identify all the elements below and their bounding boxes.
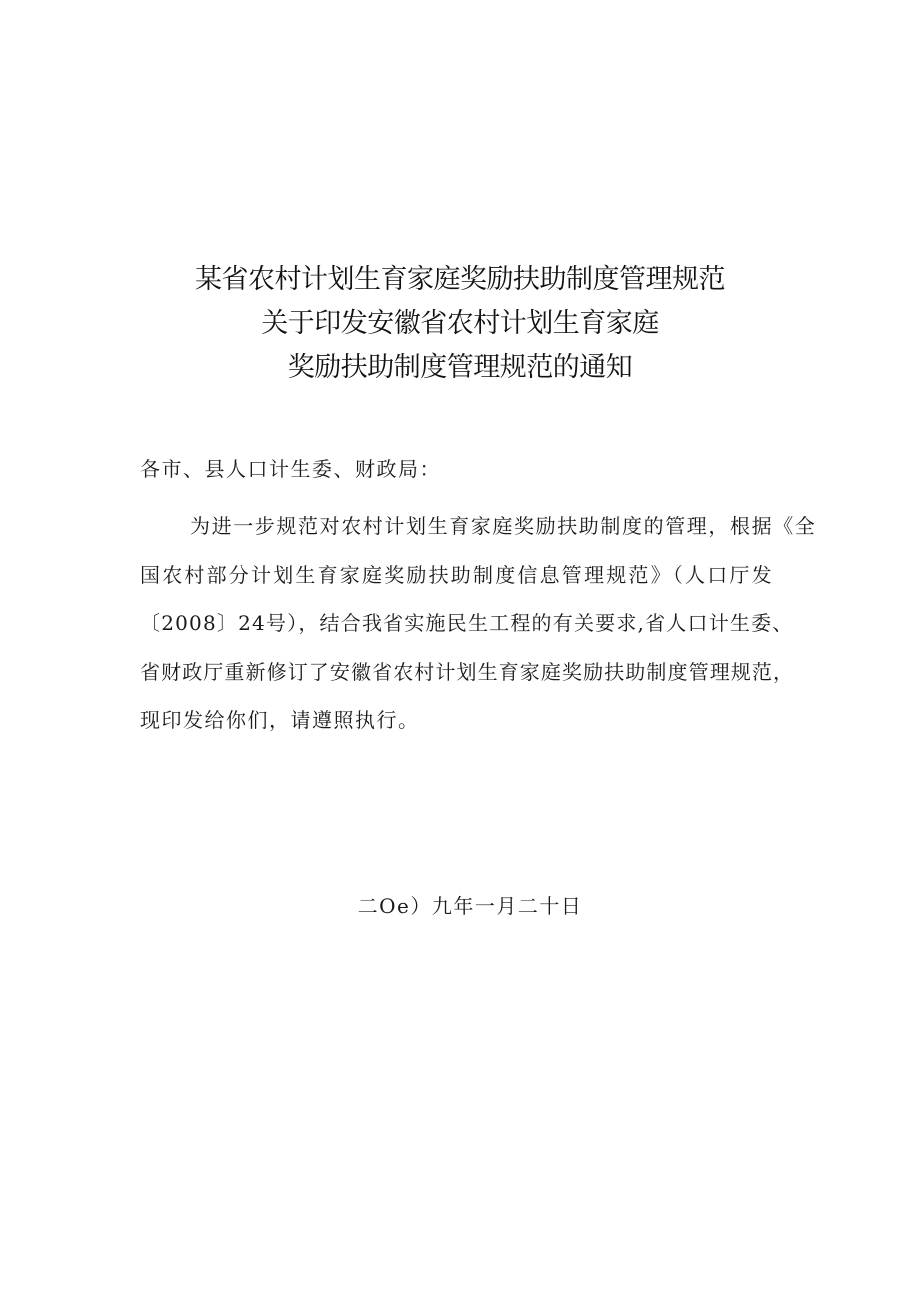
title-line-2: 关于印发安徽省农村计划生育家庭 [261,308,659,339]
salutation: 各市、县人口计生委、财政局： [140,457,441,481]
body-line-2: 国农村部分计划生育家庭奖励扶助制度信息管理规范》（人口厅发 [140,562,774,587]
body-line-4: 省财政厅重新修订了安徽省农村计划生育家庭奖励扶助制度管理规范， [140,659,795,684]
document-title [0,258,920,390]
document-date: 二Oe）九年一月二十日 [357,894,583,918]
title-line-1: 某省农村计划生育家庭奖励扶助制度管理规范 [195,264,725,295]
body-line-1: 为进一步规范对农村计划生育家庭奖励扶助制度的管理，根据《全 [190,514,817,538]
document-body [140,453,840,745]
body-line-3: 〔2008〕24号），结合我省实施民生工程的有关要求,省人口计生委、 [140,611,794,635]
title-line-3: 奖励扶助制度管理规范的通知 [287,352,633,383]
body-line-5: 现印发给你们，请遵照执行。 [140,708,420,732]
